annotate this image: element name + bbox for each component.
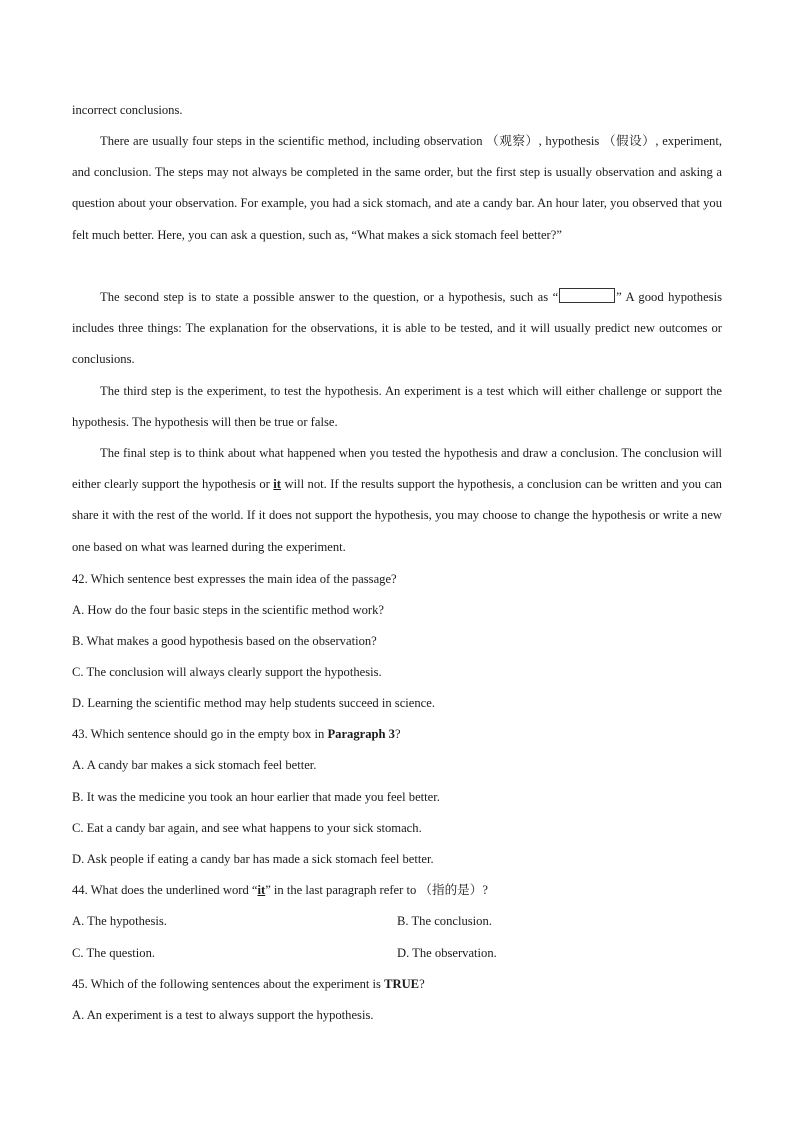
question-45-option-a: A. An experiment is a test to always support the hypothesis. [72,1008,374,1022]
question-43-option-a: A. A candy bar makes a sick stomach feel better. [72,758,317,772]
question-42-option-b: B. What makes a good hypothesis based on the observation? [72,634,377,648]
paragraph-5: The final step is to think about what happened when you tested the hypothesis and draw a conclusion. The conclusion will either clearly support the hypothesis or it will not. If the results support the hypothesis, a conclusion can be written and you can share it with the rest of the world. If it does not support the hypothesis, you may choose to change the hypothesis or write a new one based on what was learned during the experiment. [72,446,722,554]
question-42-option-a: A. How do the four basic steps in the scientific method work? [72,603,384,617]
paragraph-2: There are usually four steps in the scientific method, including observation （观察）, hypothesis （假设）, experiment, and conclusion. The steps may not always be completed in the same order, but the first step is usually observation and asking a question about your observation. For example, you had a sick stomach, and ate a candy bar. An hour later, you observed that you felt much better. Here, you can ask a question, such as, “What makes a sick stomach feel better?” [72,134,722,242]
question-42-option-c: C. The conclusion will always clearly support the hypothesis. [72,665,382,679]
paragraph-4: The third step is the experiment, to test the hypothesis. An experiment is a test which will either challenge or support the hypothesis. The hypothesis will then be true or false. [72,384,722,430]
question-43-option-d: D. Ask people if eating a candy bar has made a sick stomach feel better. [72,852,434,866]
question-44-option-d: D. The observation. [397,946,497,960]
underlined-word-it: it [273,477,281,492]
paragraph-3: The second step is to state a possible answer to the question, or a hypothesis, such as “ ” A good hypothesis includes three things: The explanation for the observations, it is able to be tested, and it will usually predict new outcomes or conclusions. [72,290,722,367]
question-43-option-c: C. Eat a candy bar again, and see what happens to your sick stomach. [72,821,422,835]
question-43-stem: 43. Which sentence should go in the empty box in Paragraph 3? [72,727,401,741]
question-45-stem: 45. Which of the following sentences about the experiment is TRUE? [72,977,425,991]
question-44-option-b: B. The conclusion. [397,914,492,928]
question-42-option-d: D. Learning the scientific method may help students succeed in science. [72,696,435,710]
question-43-option-b: B. It was the medicine you took an hour earlier that made you feel better. [72,790,440,804]
question-44-option-a: A. The hypothesis. [72,914,167,928]
question-42-stem: 42. Which sentence best expresses the main idea of the passage? [72,572,397,586]
question-44-option-c: C. The question. [72,946,156,960]
question-44-stem: 44. What does the underlined word “it” in the last paragraph refer to （指的是）? [72,883,488,897]
empty-answer-box [559,288,615,303]
paragraph-1-end: incorrect conclusions. [72,103,183,117]
